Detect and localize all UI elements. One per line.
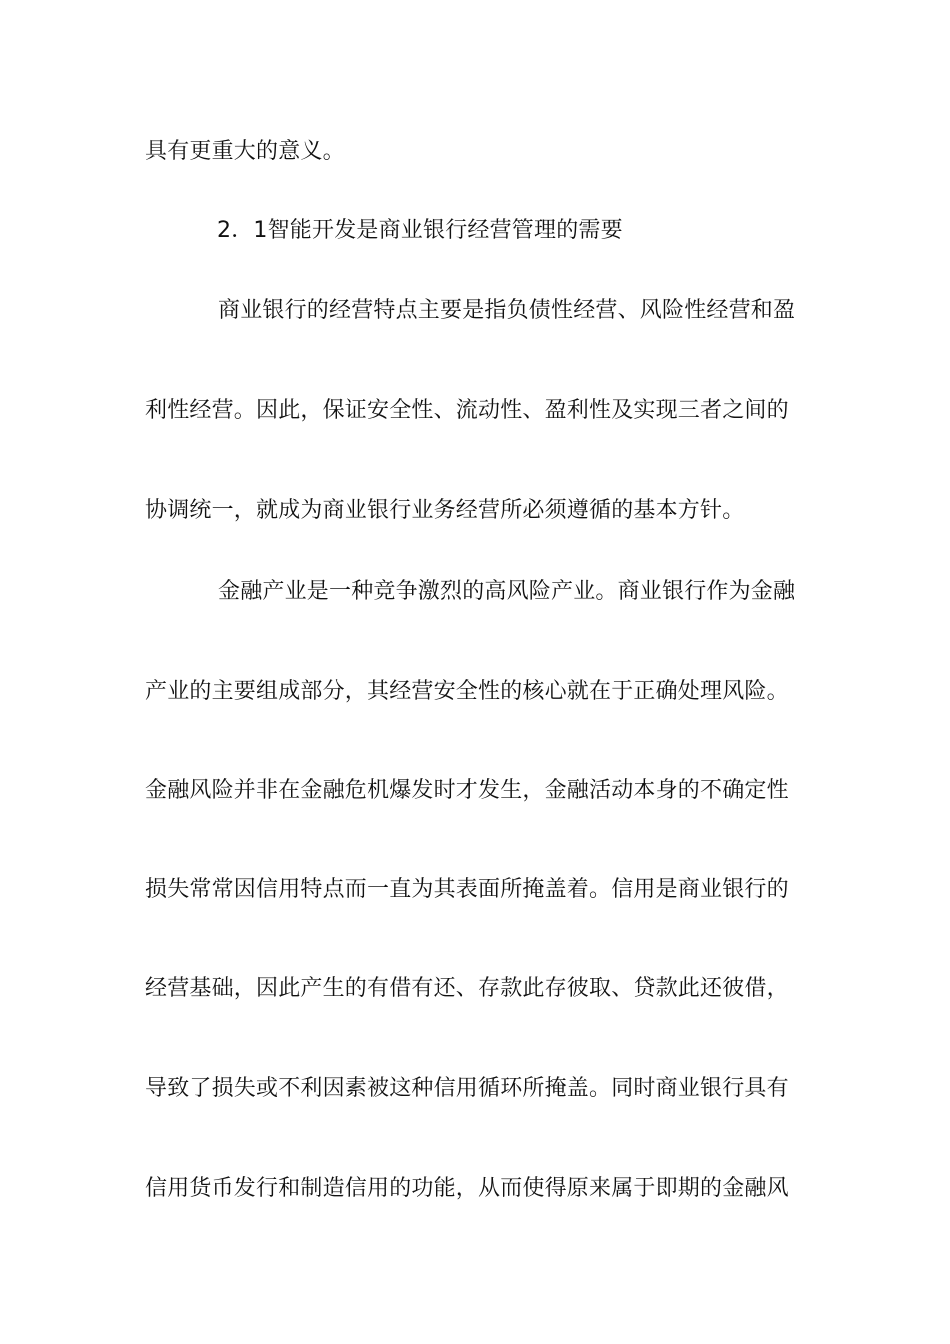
text-line: 协调统一，就成为商业银行业务经营所必须遵循的基本方针。 [145,498,745,523]
text-line: 商业银行的经营特点主要是指负债性经营、风险性经营和盈 [218,298,796,323]
text-line: 经营基础，因此产生的有借有还、存款此存彼取、贷款此还彼借， [145,976,789,1001]
text-line: 利性经营。因此，保证安全性、流动性、盈利性及实现三者之间的 [145,398,789,423]
text-line: 金融产业是一种竞争激烈的高风险产业。商业银行作为金融 [218,579,796,604]
text-line: 信用货币发行和制造信用的功能，从而使得原来属于即期的金融风 [145,1176,789,1201]
section-heading: 2．1智能开发是商业银行经营管理的需要 [217,218,623,243]
text-line: 金融风险并非在金融危机爆发时才发生，金融活动本身的不确定性 [145,778,789,803]
text-line: 导致了损失或不利因素被这种信用循环所掩盖。同时商业银行具有 [145,1076,789,1101]
text-line: 具有更重大的意义。 [145,139,345,164]
text-line: 损失常常因信用特点而一直为其表面所掩盖着。信用是商业银行的 [145,877,789,902]
text-line: 产业的主要组成部分，其经营安全性的核心就在于正确处理风险。 [145,679,789,704]
